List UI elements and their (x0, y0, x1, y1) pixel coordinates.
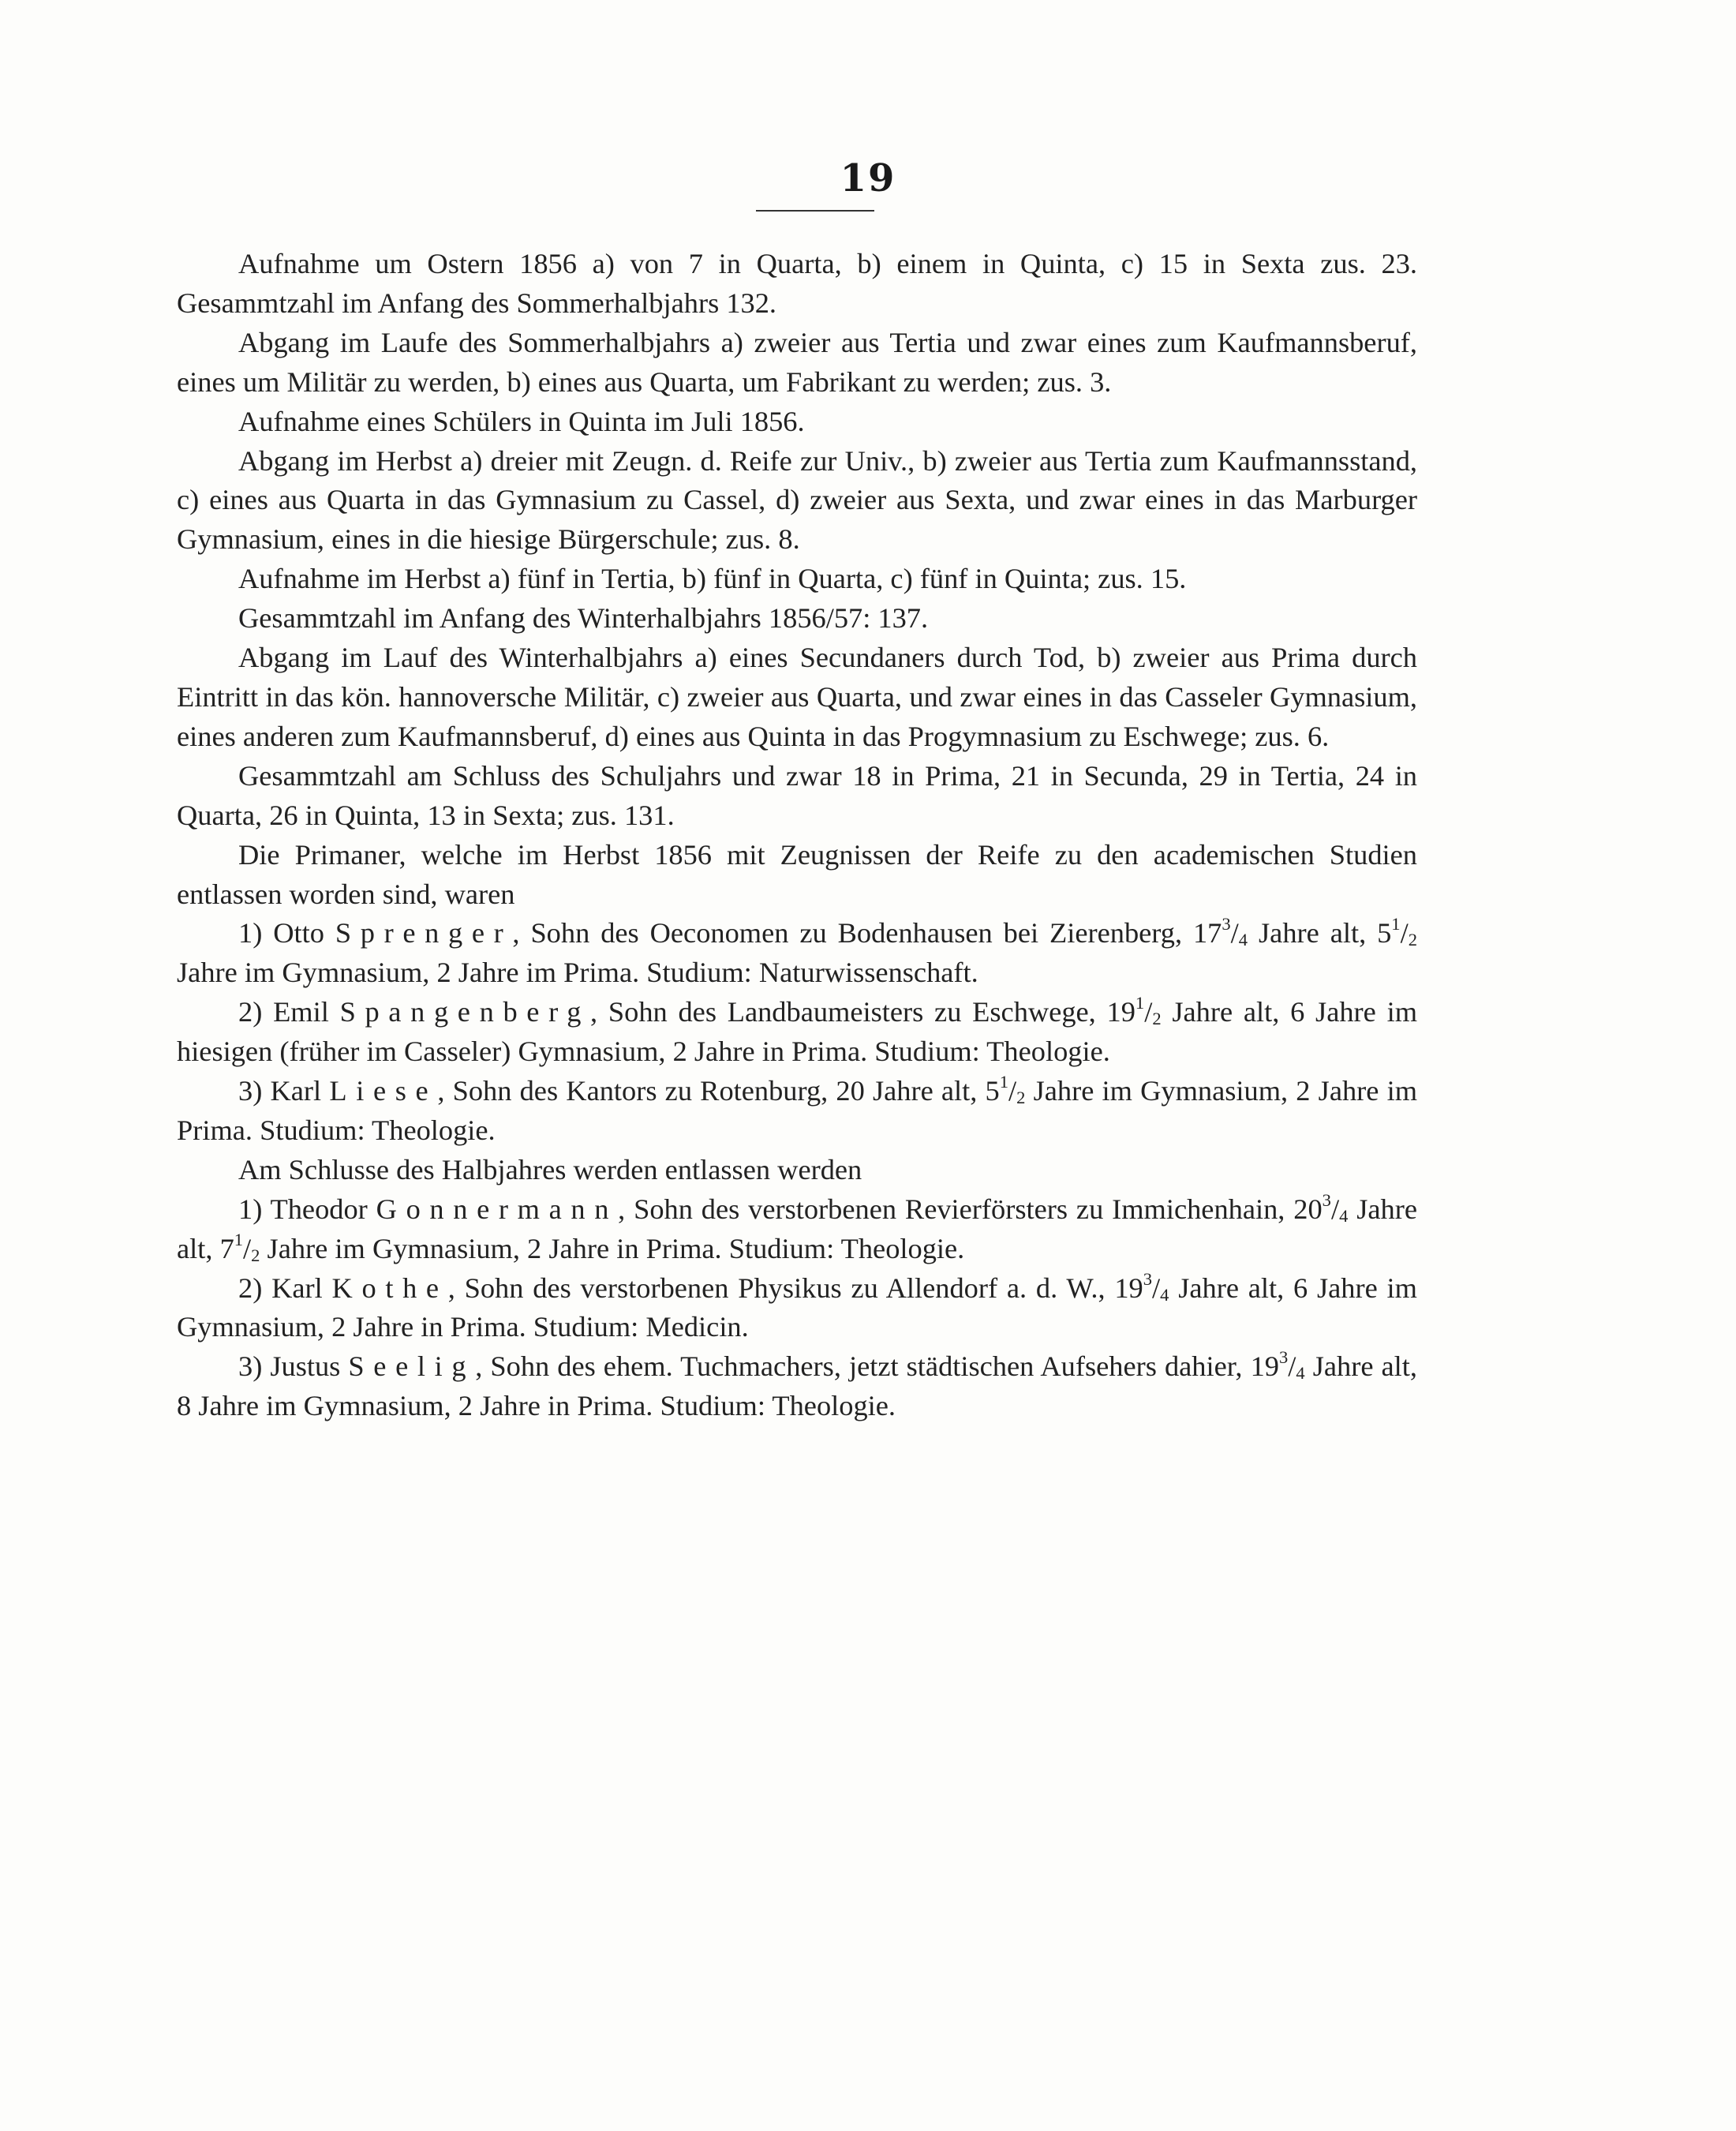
text-run: Jahre im Gymnasium, 2 Jahre im Prima. Studium: Naturwissenschaft. (177, 957, 978, 989)
text-run: Die Primaner, welche im Herbst 1856 mit Zeugnissen der Reife zu den academischen Studien entlassen worden sind, waren (177, 838, 1417, 910)
text-run: 2) Karl (238, 1271, 332, 1304)
text-run: 3) Justus (238, 1350, 349, 1383)
paragraph-p10 (177, 914, 1417, 993)
fraction-numerator: 1 (1135, 992, 1145, 1013)
fraction-numerator: 1 (1391, 914, 1401, 934)
text-run: Abgang im Herbst a) dreier mit Zeugn. d. Reife zur Univ., b) zweier aus Tertia zum Kaufmannsstand, c) eines aus Quarta in das Gymnasium zu Cassel, d) zweier aus Sexta, und zwar eines in das Marburger Gymnasium, eines in die hiesige Bürgerschule; zus. 8. (177, 444, 1417, 556)
text-run: 2) Emil (238, 996, 340, 1028)
text-run: / (1400, 917, 1409, 949)
text-run: Gesammtzahl am Schluss des Schuljahrs und zwar 18 in Prima, 21 in Secunda, 29 in Tertia, 24 in Quarta, 26 in Quinta, 13 in Sexta; zus. 131. (177, 759, 1417, 831)
fraction-denominator: 2 (1016, 1088, 1026, 1108)
paragraph-p07 (177, 639, 1417, 757)
paragraph-p09 (177, 836, 1417, 915)
spaced-name: Liese (329, 1075, 438, 1107)
fraction-denominator: 4 (1339, 1205, 1349, 1226)
spaced-name: Gonnermann (376, 1193, 619, 1225)
text-run: / (1008, 1075, 1017, 1107)
text-run: Am Schlusse des Halbjahres werden entlassen werden (238, 1153, 862, 1185)
text-run: Jahre im Gymnasium, 2 Jahre im Prima. Studium: Theologie. (177, 1075, 1418, 1146)
fraction-denominator: 4 (1296, 1363, 1305, 1384)
text-run: , Sohn des verstorbenen Revierförsters zu Immichenhain, 20 (618, 1193, 1323, 1225)
header-rule (756, 210, 874, 212)
fraction-denominator: 4 (1238, 930, 1248, 950)
text-run: 1) Otto (238, 917, 335, 949)
text-run: / (1152, 1271, 1161, 1304)
paragraph-p04 (177, 442, 1417, 560)
text-run: / (1288, 1350, 1296, 1383)
paragraph-p13 (177, 1151, 1417, 1190)
text-run: Aufnahme eines Schülers in Quinta im Juli 1856. (238, 405, 805, 437)
text-run: Jahre im Gymnasium, 2 Jahre in Prima. Studium: Theologie. (260, 1232, 965, 1264)
text-run: Aufnahme um Ostern 1856 a) von 7 in Quarta, b) einem in Quinta, c) 15 in Sexta zus. 23. Gesammtzahl im Anfang des Sommerhalbjahrs 132. (177, 248, 1417, 319)
fraction-numerator: 1 (234, 1229, 244, 1249)
text-run: , Sohn des Landbaumeisters zu Eschwege, 19 (590, 996, 1136, 1028)
paragraph-p15 (177, 1269, 1417, 1348)
text-run: , Sohn des Oeconomen zu Bodenhausen bei Zierenberg, 17 (512, 917, 1222, 949)
paragraph-p06 (177, 599, 1417, 639)
text-run: / (243, 1232, 252, 1264)
paragraph-p12 (177, 1072, 1417, 1151)
fraction-numerator: 3 (1143, 1268, 1152, 1289)
paragraph-p16 (177, 1347, 1417, 1426)
fraction-denominator: 2 (1152, 1009, 1162, 1029)
text-run: / (1330, 1193, 1340, 1225)
text-run: / (1144, 996, 1153, 1028)
fraction-denominator: 2 (1408, 930, 1417, 950)
text-run: Jahre alt, 6 Jahre im hiesigen (früher im Casseler) Gymnasium, 2 Jahre in Prima. Studium: Theologie. (177, 996, 1417, 1068)
fraction-numerator: 3 (1222, 914, 1231, 934)
paragraph-p03 (177, 403, 1417, 442)
fraction-numerator: 3 (1322, 1189, 1331, 1210)
text-run: , Sohn des verstorbenen Physikus zu Allendorf a. d. W., 19 (447, 1271, 1143, 1304)
paragraph-p05 (177, 560, 1417, 599)
text-run: Gesammtzahl im Anfang des Winterhalbjahrs 1856/57: 137. (238, 602, 929, 635)
spaced-name: Spangenberg (339, 996, 591, 1028)
page-number: 19 (840, 156, 896, 200)
paragraph-p01 (177, 245, 1417, 324)
text-run: Abgang im Lauf des Winterhalbjahrs a) eines Secundaners durch Tod, b) zweier aus Prima durch Eintritt in das kön. hannoversche Militär, c) zweier aus Quarta, und zwar eines in das Casseler Gymnasium, eines anderen zum Kaufmannsberuf, d) eines aus Quinta in das Progymnasium zu Eschwege; zus. 6. (177, 642, 1417, 752)
text-run: / (1230, 917, 1239, 949)
text-run: Abgang im Laufe des Sommerhalbjahrs a) zweier aus Tertia und zwar eines zum Kaufmannsberuf, eines um Militär zu werden, b) eines aus Quarta, um Fabrikant zu werden; zus. 3. (177, 326, 1417, 398)
paragraph-p11 (177, 993, 1417, 1072)
paragraph-p14 (177, 1190, 1417, 1269)
spaced-name: Kothe (331, 1271, 448, 1304)
fraction-numerator: 3 (1278, 1347, 1289, 1368)
fraction-numerator: 1 (999, 1071, 1009, 1092)
fraction-denominator: 4 (1160, 1284, 1169, 1305)
text-run: Aufnahme im Herbst a) fünf in Tertia, b) fünf in Quarta, c) fünf in Quinta; zus. 15. (238, 563, 1187, 595)
text-run: 1) Theodor (238, 1193, 376, 1225)
text-run: Jahre alt, 5 (1248, 917, 1392, 949)
text-run: Jahre alt, 7 (177, 1193, 1417, 1264)
text-run: Jahre alt, 8 Jahre im Gymnasium, 2 Jahre in Prima. Studium: Theologie. (177, 1350, 1417, 1422)
page-body-text (177, 245, 1417, 1426)
text-run: Jahre alt, 6 Jahre im Gymnasium, 2 Jahre in Prima. Studium: Medicin. (177, 1271, 1417, 1343)
text-run: 3) Karl (238, 1075, 330, 1107)
paragraph-p02 (177, 324, 1417, 403)
paragraph-p08 (177, 757, 1417, 836)
text-run: , Sohn des Kantors zu Rotenburg, 20 Jahre alt, 5 (437, 1075, 1000, 1107)
fraction-denominator: 2 (251, 1245, 260, 1265)
spaced-name: Seelig (348, 1350, 476, 1383)
spaced-name: Sprenger (335, 917, 513, 949)
text-run: , Sohn des ehem. Tuchmachers, jetzt städtischen Aufsehers dahier, 19 (475, 1350, 1279, 1383)
